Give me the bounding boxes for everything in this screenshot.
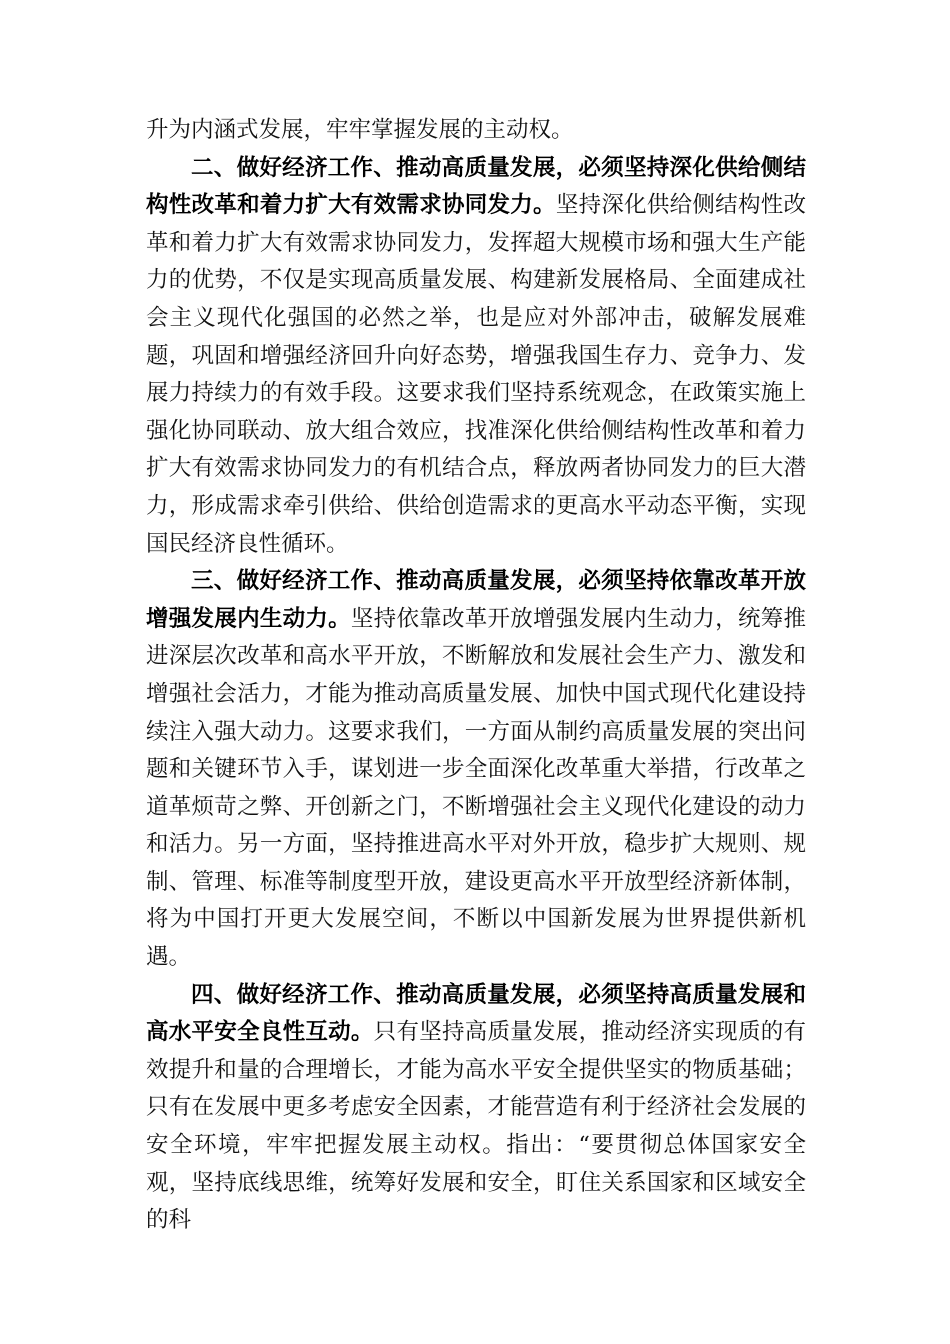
paragraph-4-body: 只有坚持高质量发展，推动经济实现质的有效提升和量的合理增长，才能为高水平安全提供坚实的物质基础；只有在发展中更多考虑安全因素，才能营造有利于经济社会发展的安全环境，牢牢把握发展主动权。指出：“要贯彻总体国家安全观，坚持底线思维，统筹好发展和安全，盯住关系国家和区域安全的科: [146, 1019, 806, 1234]
paragraph-1-body: 升为内涵式发展，牢牢掌握发展的主动权。: [146, 117, 574, 143]
document-page: [146, 112, 806, 1240]
paragraph-2-body: 坚持深化供给侧结构性改革和着力扩大有效需求协同发力，发挥超大规模市场和强大生产能力的优势，不仅是实现高质量发展、构建新发展格局、全面建成社会主义现代化强国的必然之举，也是应对外部冲击，破解发展难题，巩固和增强经济回升向好态势，增强我国生存力、竞争力、发展力持续力的有效手段。这要求我们坚持系统观念，在政策实施上强化协同联动、放大组合效应，找准深化供给侧结构性改革和着力扩大有效需求协同发力的有机结合点，释放两者协同发力的巨大潜力，形成需求牵引供给、供给创造需求的更高水平动态平衡，实现国民经济良性循环。: [146, 192, 806, 557]
paragraph-3-body: 坚持依靠改革开放增强发展内生动力，统筹推进深层次改革和高水平开放，不断解放和发展社会生产力、激发和增强社会活力，才能为推动高质量发展、加快中国式现代化建设持续注入强大动力。这要求我们，一方面从制约高质量发展的突出问题和关键环节入手，谋划进一步全面深化改革重大举措，行改革之道革烦苛之弊、开创新之门，不断增强社会主义现代化建设的动力和活力。另一方面，坚持推进高水平对外开放，稳步扩大规则、规制、管理、标准等制度型开放，建设更高水平开放型经济新体制，将为中国打开更大发展空间，不断以中国新发展为世界提供新机遇。: [146, 605, 806, 971]
paragraph-2-heading: 二、做好经济工作、推动高质量发展，必须坚持深化供给侧结构性改革和着力扩大有效需求协同发力。: [146, 154, 806, 219]
paragraph-4: [146, 977, 806, 1240]
paragraph-2: [146, 150, 806, 564]
paragraph-1: [146, 112, 806, 150]
paragraph-3: [146, 563, 806, 977]
paragraph-4-heading: 四、做好经济工作、推动高质量发展，必须坚持高质量发展和高水平安全良性互动。: [146, 981, 806, 1046]
paragraph-3-heading: 三、做好经济工作、推动高质量发展，必须坚持依靠改革开放增强发展内生动力。: [146, 568, 806, 632]
